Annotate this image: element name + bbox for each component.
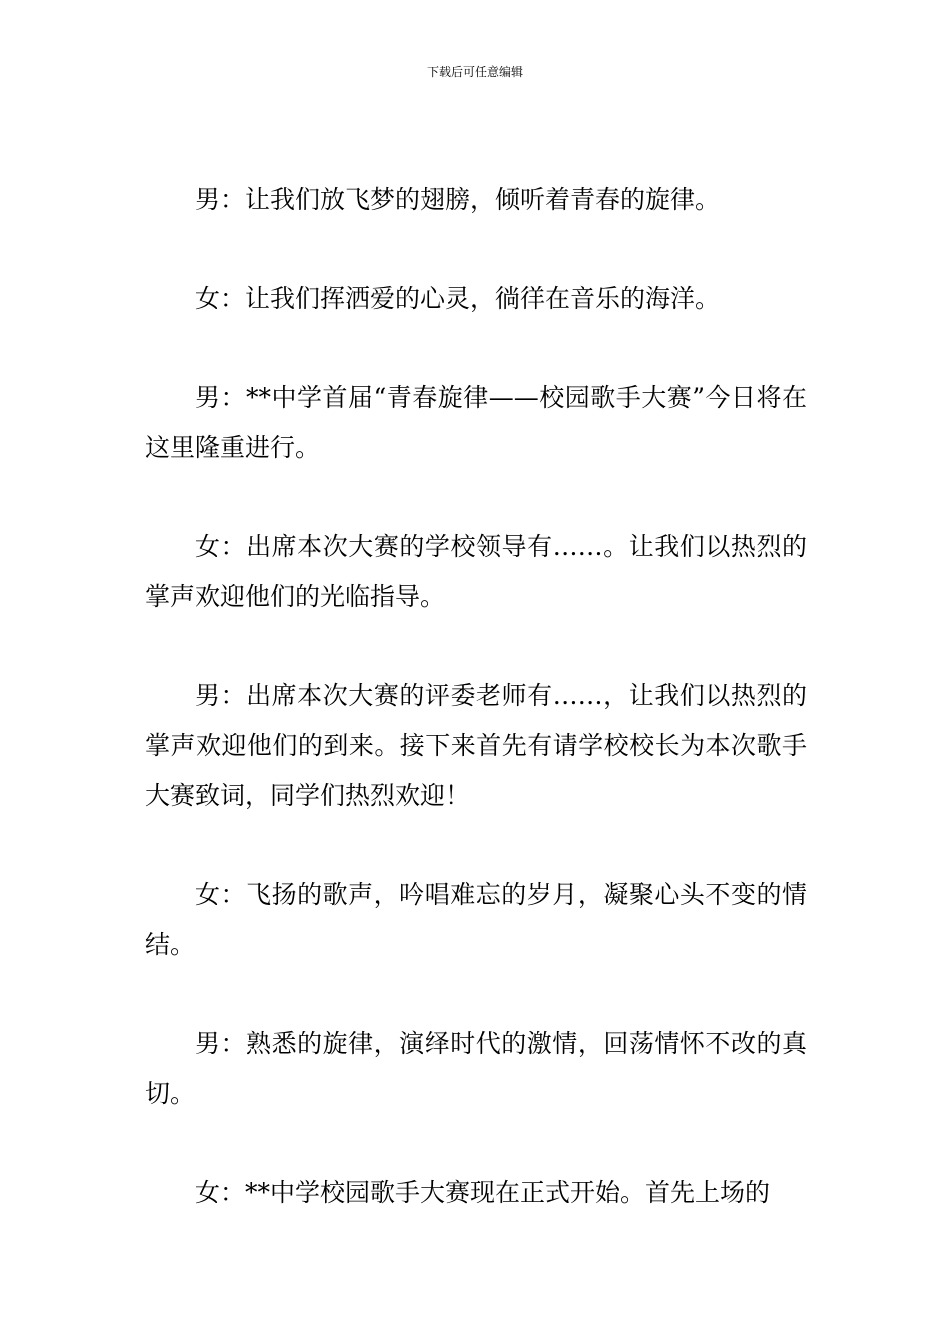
document-body <box>145 175 807 1267</box>
page-header: 下载后可任意编辑 <box>426 65 523 79</box>
paragraph-3: 男：**中学首届“青春旋律——校园歌手大赛”今日将在这里隆重进行。 <box>145 383 807 462</box>
paragraph-5: 男：出席本次大赛的评委老师有……，让我们以热烈的掌声欢迎他们的到来。接下来首先有请学校校长为本次歌手大赛致词，同学们热烈欢迎！ <box>145 681 807 810</box>
paragraph-6: 女：飞扬的歌声，吟唱难忘的岁月，凝聚心头不变的情结。 <box>145 880 807 959</box>
paragraph-7: 男：熟悉的旋律，演绎时代的激情，回荡情怀不改的真切。 <box>145 1029 807 1108</box>
paragraph-2: 女：让我们挥洒爱的心灵，徜徉在音乐的海洋。 <box>195 284 721 313</box>
paragraph-8: 女：**中学校园歌手大赛现在正式开始。首先上场的 <box>195 1178 771 1207</box>
paragraph-4: 女：出席本次大赛的学校领导有……。让我们以热烈的掌声欢迎他们的光临指导。 <box>145 532 807 611</box>
paragraph-1: 男：让我们放飞梦的翅膀，倾听着青春的旋律。 <box>195 185 721 214</box>
